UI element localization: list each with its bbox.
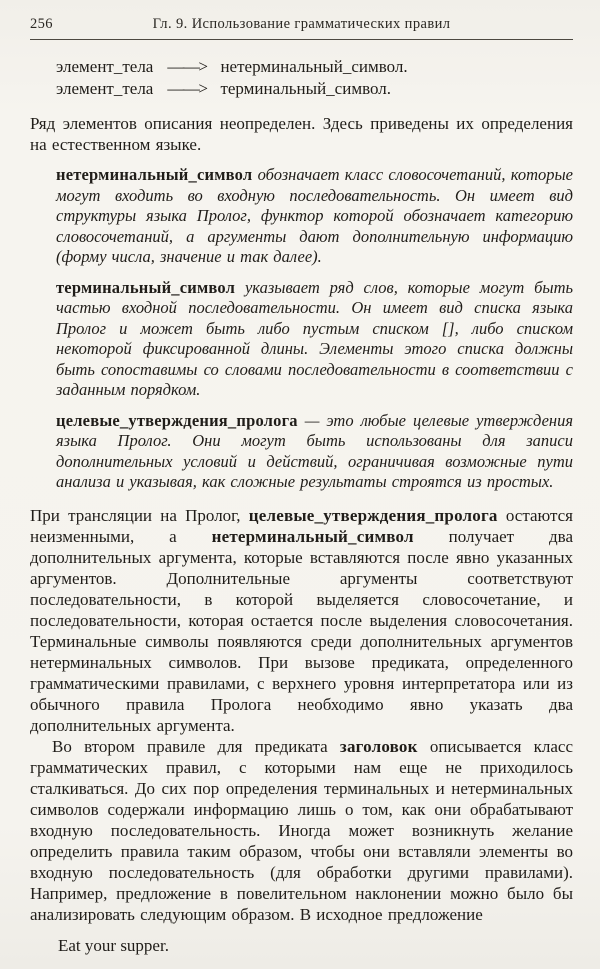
grammar-rule-line-1 xyxy=(56,56,573,78)
intro-paragraph: Ряд элементов описания неопределен. Здесь приведены их определения на естественном языке. xyxy=(30,114,573,154)
paragraph-zagolovok xyxy=(30,736,573,925)
term-prolog-goals: целевые_утверждения_пролога xyxy=(56,410,298,430)
rule-rhs: терминальный_символ. xyxy=(220,79,391,98)
rule-lhs: элемент_тела xyxy=(56,79,154,98)
term-terminal-symbol: терминальный_символ xyxy=(56,277,236,297)
definition-nonterminal-symbol xyxy=(56,165,573,268)
term-zagolovok-inline: заголовок xyxy=(339,736,418,756)
running-title: Гл. 9. Использование грамматических правил xyxy=(152,16,451,32)
text-segment: получает два дополнительных аргумента, которые вставляются после явно указанных аргументов. Дополнительные аргументы соответствуют последовательности, в которой выделяется словосочетание, и последовательности, которая остается после выделения словосочетания. Терминальные символы появляются среди дополнительных аргументов нетерминальных символов. При вызове предиката, определенного грамматическими правилами, с верхнего уровня интерпретатора или из обычного правила Пролога необходимо явно указать два дополнительных аргумента. xyxy=(30,526,573,735)
text-segment: Во втором правиле для предиката xyxy=(52,736,340,756)
page-number: 256 xyxy=(30,16,53,32)
rule-arrow-icon: ——> xyxy=(167,79,207,98)
definition-body: указывает ряд слов, которые могут быть частью входной последовательности. Он имеет вид списка языка Пролог и может быть либо пустым списком [], либо списком некоторой фиксированной длины. Элементы этого списка должны быть сопоставимы со словами последовательности в соответствии с заданным порядком. xyxy=(56,277,574,399)
paragraph-translation xyxy=(30,505,573,736)
term-prolog-goals-inline: целевые_утверждения_пролога xyxy=(248,505,498,525)
term-nonterminal-inline: нетерминальный_символ xyxy=(211,526,414,546)
rule-lhs: элемент_тела xyxy=(56,57,154,76)
text-segment: остаются неизменными, а xyxy=(30,505,573,546)
text-segment: При трансляции на Пролог, xyxy=(30,505,249,525)
grammar-rules-block xyxy=(56,56,573,100)
header-rule xyxy=(30,39,573,40)
definition-body: обозначает класс словосочетаний, которые могут входить во входную последовательность. Он имеет вид структуры языка Пролог, функтор которой обозначает категорию словосочетаний, а аргументы дают дополнительную информацию (форму числа, значение и так далее). xyxy=(56,165,573,266)
definition-body: — это любые целевые утверждения языка Пролог. Они могут быть использованы для записи дополнительных условий и действий, ограничивая возможные пути анализа и указывая, как сложные результаты строятся из простых. xyxy=(56,410,573,491)
page-header xyxy=(30,16,573,36)
grammar-rule-line-2 xyxy=(56,78,573,100)
rule-rhs: нетерминальный_символ. xyxy=(220,57,408,76)
rule-arrow-icon: ——> xyxy=(167,57,207,76)
definition-prolog-goals xyxy=(56,411,573,493)
term-nonterminal-symbol: нетерминальный_символ xyxy=(56,165,253,184)
definition-terminal-symbol xyxy=(56,278,573,401)
text-segment: описывается класс грамматических правил, с которыми нам еще не приходилось сталкиваться. До сих пор определения терминальных и нетерминальных символов содержали информацию лишь о том, как они обрабатывают входную последовательность. Иногда может возникнуть желание определить правила таким образом, чтобы они вставляли элементы во входную последовательность (для обработки другими правилами). Например, предложение в повелительном наклонении можно было бы анализировать следующим образом. В исходное предложение xyxy=(30,736,573,924)
example-sentence: Eat your supper. xyxy=(58,935,169,955)
